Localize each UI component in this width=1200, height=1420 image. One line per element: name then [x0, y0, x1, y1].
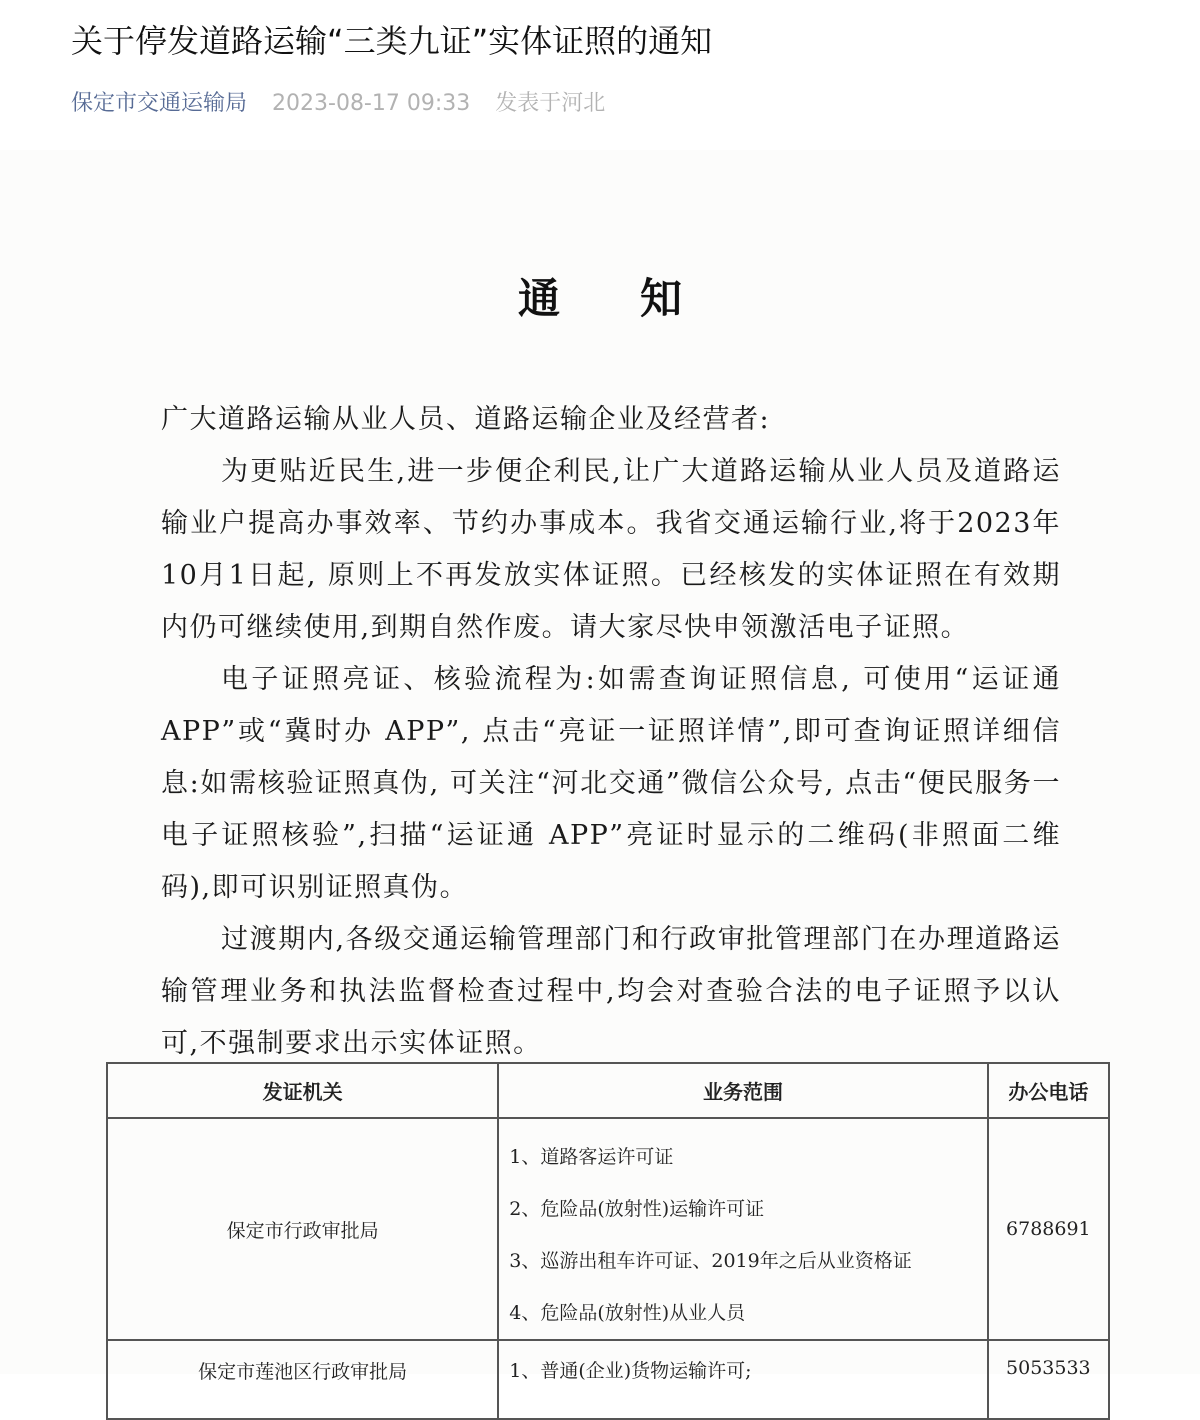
phone-cell: 5053533: [988, 1340, 1109, 1419]
account-name-link[interactable]: 保定市交通运输局: [71, 91, 248, 116]
table-row: [107, 1118, 1109, 1340]
table-header-cell: 办公电话: [988, 1063, 1109, 1118]
scope-item: 2、危险品(放射性)运输许可证: [509, 1198, 765, 1220]
table-row: [107, 1340, 1109, 1419]
publish-time: 2023-08-17 09:33: [272, 91, 471, 116]
doc-heading: 通知: [517, 274, 762, 323]
table-header-cell: 发证机关: [107, 1063, 498, 1118]
authority-cell: 保定市莲池区行政审批局: [107, 1340, 498, 1419]
article-meta: [71, 88, 605, 120]
article-header: [0, 0, 1200, 150]
scope-cell: [498, 1118, 987, 1340]
scope-item: 3、巡游出租车许可证、2019年之后从业资格证: [509, 1250, 912, 1272]
notice-image: [0, 150, 1200, 1383]
scope-item: 1、道路客运许可证: [509, 1146, 674, 1168]
publish-location: 发表于河北: [495, 91, 606, 116]
doc-paragraph: 过渡期内,各级交通运输管理部门和行政审批管理部门在办理道路运输管理业务和执法监督检查过程中,均会对查验合法的电子证照予以认可,不强制要求出示实体证照。: [161, 924, 1061, 1059]
scope-cell: [498, 1340, 987, 1419]
doc-body: [161, 394, 1061, 1070]
scope-item: 1、普通(企业)货物运输许可;: [509, 1360, 752, 1382]
scope-item: 4、危险品(放射性)从业人员: [509, 1302, 746, 1324]
table-header-row: [107, 1063, 1109, 1118]
authority-cell: 保定市行政审批局: [107, 1118, 498, 1340]
table-header-cell: 业务范围: [498, 1063, 987, 1118]
phone-cell: 6788691: [988, 1118, 1109, 1340]
doc-salutation: 广大道路运输从业人员、道路运输企业及经营者:: [161, 404, 771, 435]
doc-paragraph: 电子证照亮证、核验流程为:如需查询证照信息, 可使用“运证通APP”或“冀时办 APP”, 点击“亮证一证照详情”,即可查询证照详细信息:如需核验证照真伪, 可关注“河北交通”微信公众号, 点击“便民服务一电子证照核验”,扫描“运证通 APP”亮证时显示的二维码(非照面二维码),即可识别证照真伪。: [161, 664, 1061, 903]
contact-table: [106, 1062, 1110, 1420]
doc-paragraph: 为更贴近民生,进一步便企利民,让广大道路运输从业人员及道路运输业户提高办事效率、节约办事成本。我省交通运输行业,将于2023年10月1日起, 原则上不再发放实体证照。已经核发的实体证照在有效期内仍可继续使用,到期自然作废。请大家尽快申领激活电子证照。: [161, 456, 1061, 643]
article-title: 关于停发道路运输“三类九证”实体证照的通知: [71, 22, 713, 60]
